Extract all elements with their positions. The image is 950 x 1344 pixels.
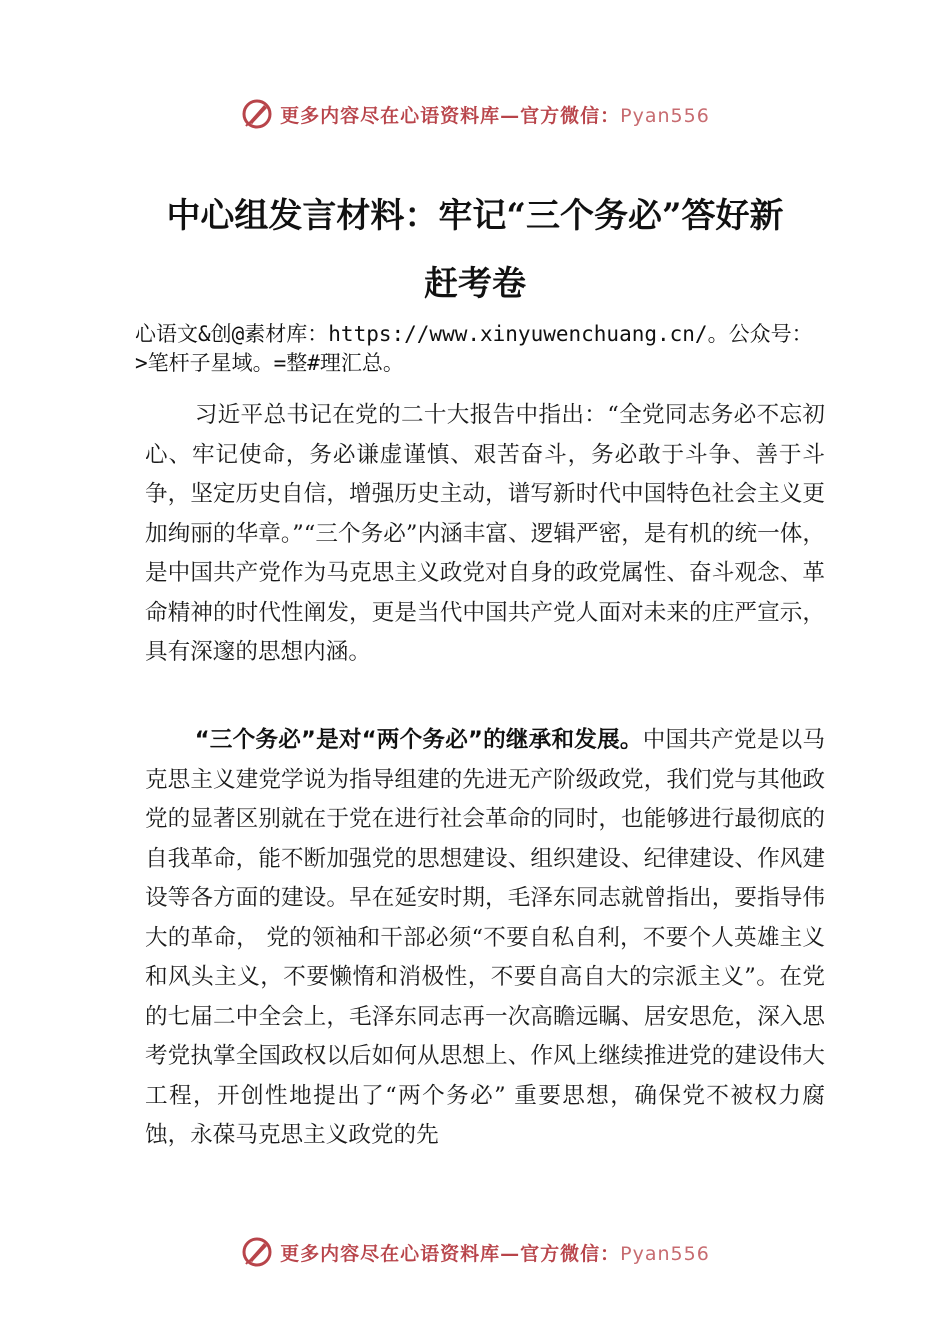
pen-logo-icon <box>240 97 274 131</box>
header-banner <box>0 94 950 134</box>
footer-banner <box>0 1232 950 1272</box>
banner-text: 更多内容尽在心语资料库—官方微信：Pyan556 <box>280 104 710 127</box>
paragraph-2-body: 中国共产党是以马克思主义建党学说为指导组建的先进无产阶级政党，我们党与其他政党的显著区别就在于党在进行社会革命的同时，也能够进行最彻底的自我革命，能不断加强党的思想建设、组织建设、纪律建设、作风建设等各方面的建设。早在延安时期，毛泽东同志就曾指出，要指导伟大的革命， 党的领袖和干部必须“不要自私自利，不要个人英雄主义和风头主义，不要懒惰和消极性，不要自高自大的宗派主义”。在党的七届二中全会上，毛泽东同志再一次高瞻远瞩、居安思危，深入思考党执掌全国政权以后如何从思想上、作风上继续推进党的建设伟大工程，开创性地提出了“两个务必” 重要思想，确保党不被权力腐蚀，永葆马克思主义政党的先 <box>145 727 825 1148</box>
paragraph-1: 习近平总书记在党的二十大报告中指出：“全党同志务必不忘初心、牢记使命，务必谦虚谨慎、艰苦奋斗，务必敢于斗争、善于斗争，坚定历史自信，增强历史主动，谱写新时代中国特色社会主义更加绚丽的华章。”“三个务必”内涵丰富、逻辑严密，是有机的统一体，是中国共产党作为马克思主义政党对自身的政党属性、奋斗观念、革命精神的时代性阐发，更是当代中国共产党人面对未来的庄严宣示，具有深邃的思想内涵。 <box>145 402 825 665</box>
source-line: 心语文&创@素材库：https://www.xinyuwenchuang.cn/。公众号：>笔杆子星域。=整#理汇总。 <box>135 322 813 375</box>
paragraph-2 <box>145 721 825 1156</box>
pen-logo-icon <box>240 1235 274 1269</box>
wechat-id: Pyan556 <box>620 104 710 127</box>
paragraph-2-lead: “三个务必”是对“两个务必”的继承和发展。 <box>194 727 643 753</box>
document-title-line-2: 赶考卷 <box>424 264 526 304</box>
banner-text: 更多内容尽在心语资料库—官方微信：Pyan556 <box>280 1242 710 1265</box>
document-title-line-1: 中心组发言材料：牢记“三个务必”答好新 <box>166 196 784 236</box>
wechat-id: Pyan556 <box>620 1242 710 1265</box>
